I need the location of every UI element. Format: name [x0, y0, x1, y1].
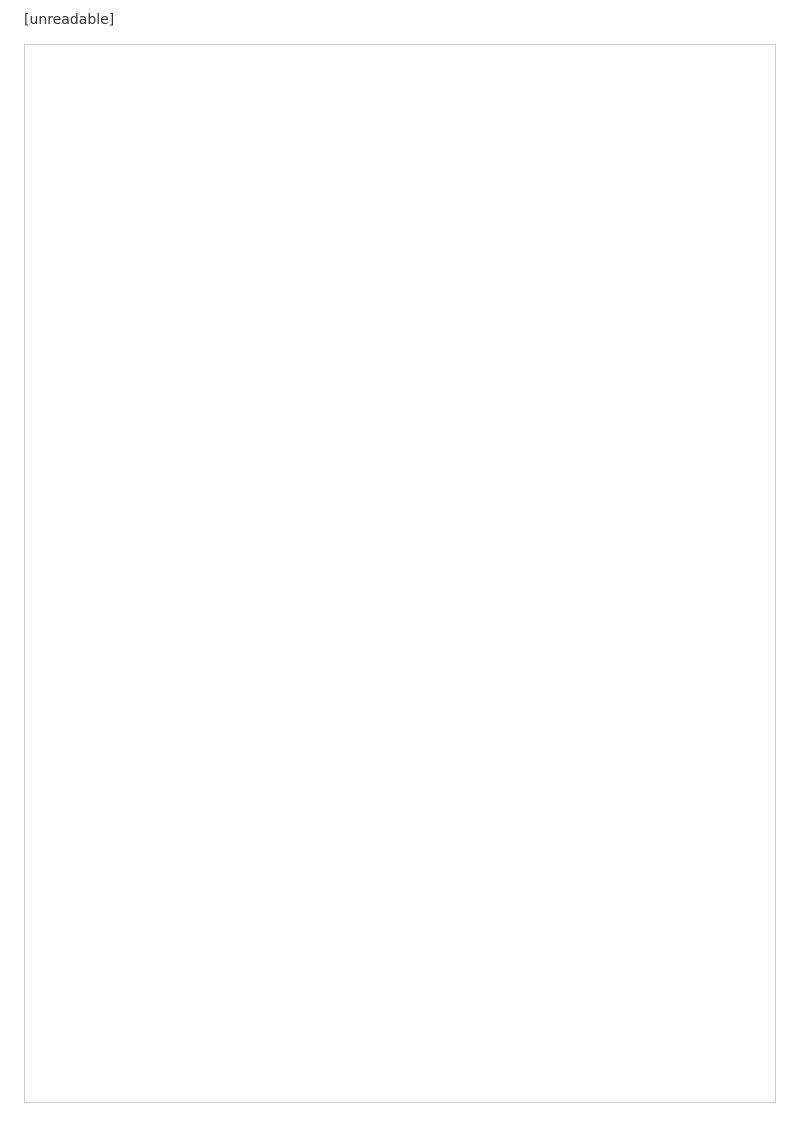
page-title: [unreadable]	[24, 12, 115, 28]
content-region	[24, 44, 776, 1103]
